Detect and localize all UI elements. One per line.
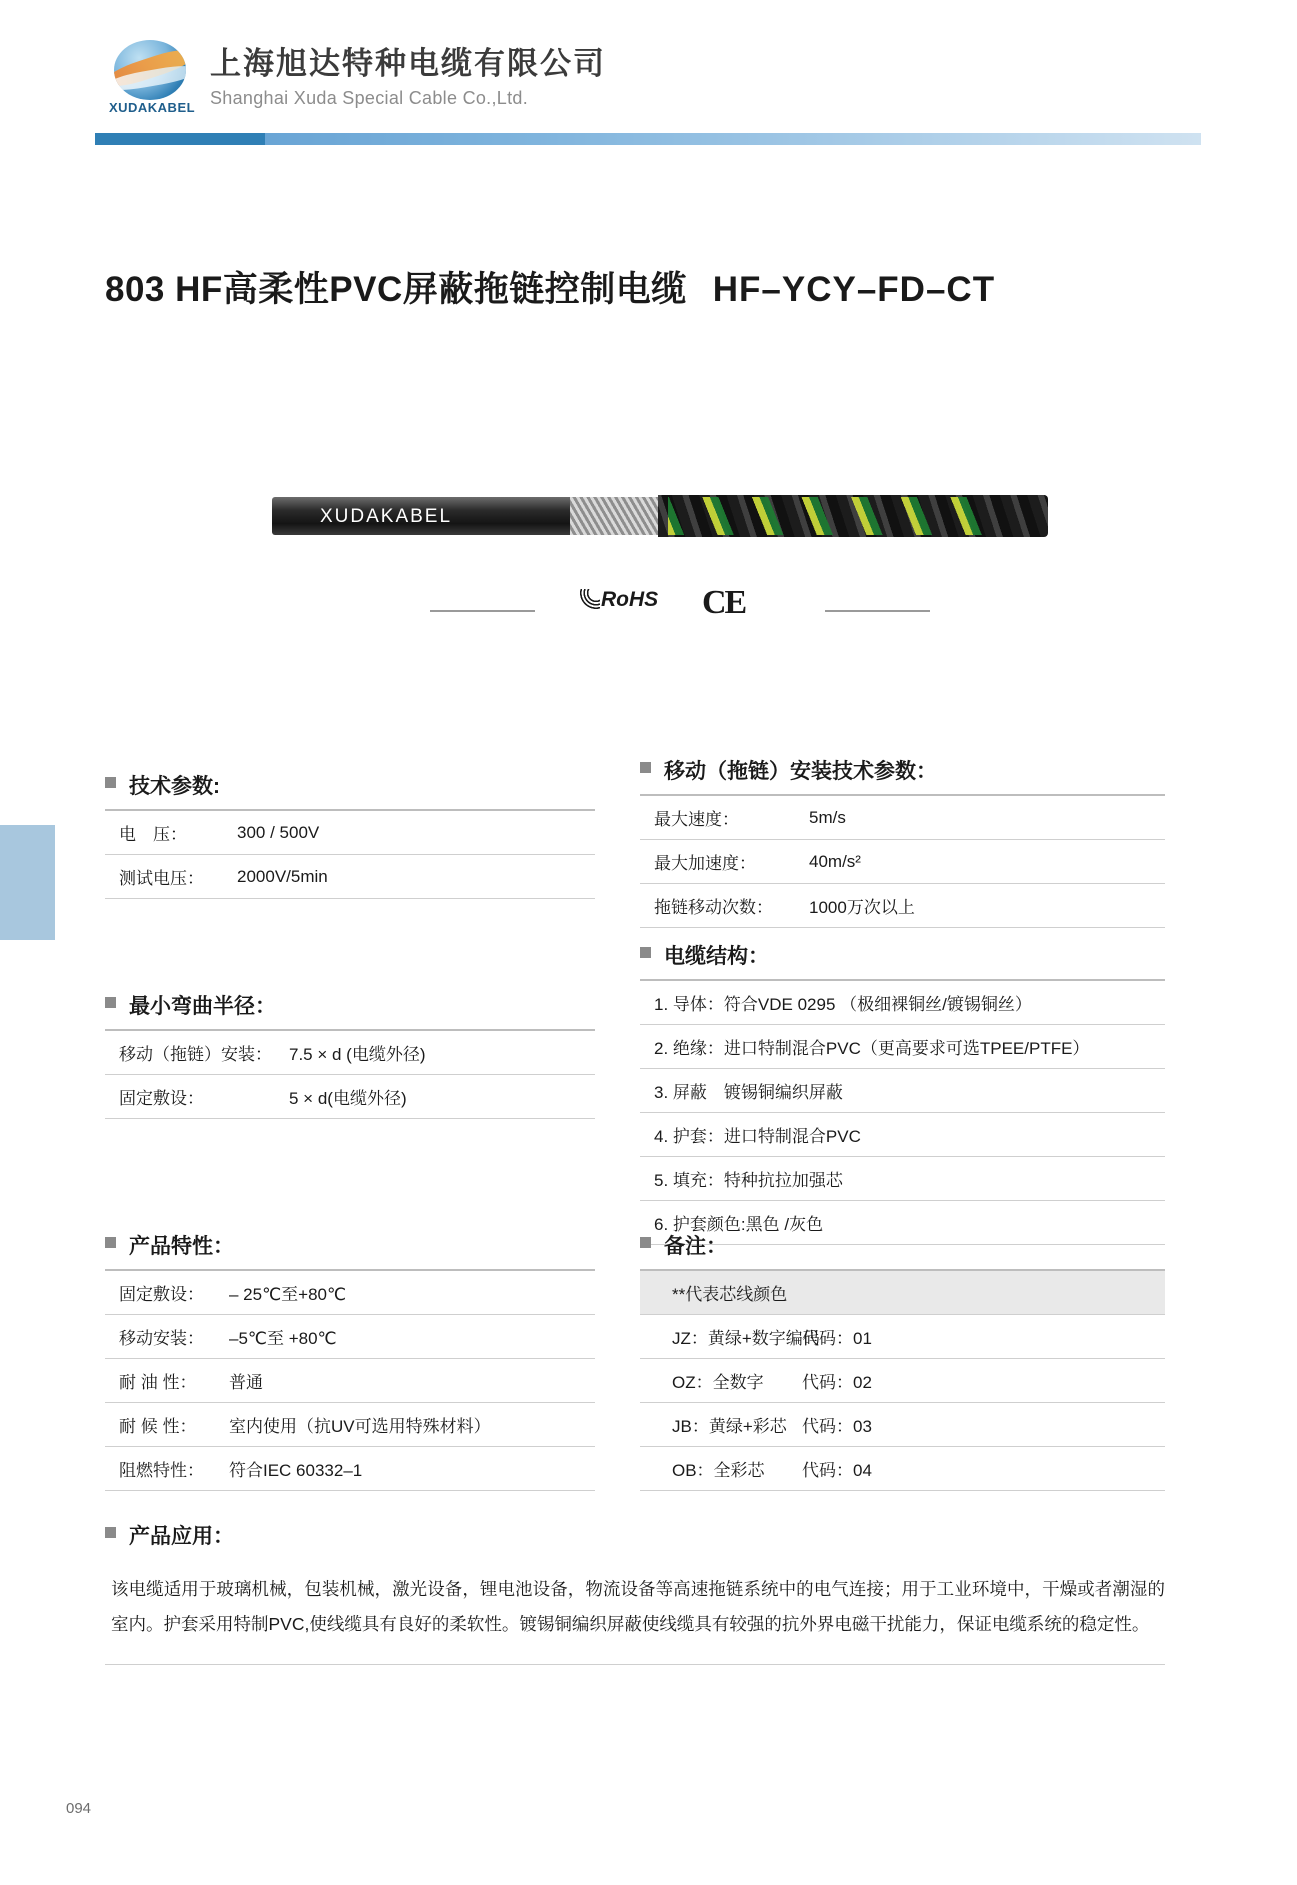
section-min-bending-radius bbox=[105, 990, 595, 1119]
row-key: OB：全彩芯 bbox=[672, 1461, 765, 1480]
section-cable-structure bbox=[640, 940, 1165, 1245]
table-row bbox=[105, 855, 595, 899]
company-name-cn: 上海旭达特种电缆有限公司 bbox=[210, 45, 606, 81]
page-header bbox=[0, 0, 1297, 175]
company-logo bbox=[108, 38, 606, 116]
rohs-label: RoHS bbox=[601, 588, 659, 611]
certification-marks bbox=[430, 586, 930, 634]
rohs-icon bbox=[580, 588, 658, 612]
table-row bbox=[640, 840, 1165, 884]
cable-core bbox=[658, 495, 1048, 537]
page-title-main: 803 HF高柔性PVC屏蔽拖链控制电缆 bbox=[105, 270, 687, 309]
table-row bbox=[105, 1271, 595, 1315]
cable-braid-shield bbox=[570, 497, 660, 535]
row-value: –5℃至 +80℃ bbox=[229, 1329, 337, 1348]
list-item: 4. 护套：进口特制混合PVC bbox=[640, 1113, 1165, 1157]
row-value: 2000V/5min bbox=[237, 866, 328, 886]
table-row bbox=[105, 1075, 595, 1119]
section-title: 移动（拖链）安装技术参数： bbox=[640, 755, 1165, 785]
section-title: 技术参数: bbox=[105, 770, 595, 800]
application-body-text: 该电缆适用于玻璃机械，包装机械，激光设备，锂电池设备，物流设备等高速拖链系统中的电气连接；用于工业环境中，干燥或者潮湿的室内。护套采用特制PVC,使线缆具有良好的柔软性。镀锡铜编织屏蔽使线缆具有较强的抗外界电磁干扰能力，保证电缆系统的稳定性。 bbox=[105, 1564, 1165, 1665]
table-row bbox=[105, 1315, 595, 1359]
page-number: 094 bbox=[66, 1800, 92, 1817]
section-title: 备注： bbox=[640, 1230, 1165, 1260]
row-key: 耐 候 性： bbox=[119, 1417, 197, 1436]
row-value: 代码：04 bbox=[802, 1461, 872, 1480]
section-title: 产品特性： bbox=[105, 1230, 595, 1260]
left-edge-accent bbox=[0, 825, 55, 940]
row-value: 300 / 500V bbox=[237, 822, 320, 842]
table-row bbox=[105, 1031, 595, 1075]
row-key: JZ：黄绿+数字编码 bbox=[672, 1329, 820, 1348]
table-row bbox=[105, 1403, 595, 1447]
row-key: **代表芯线颜色 bbox=[672, 1285, 788, 1304]
list-item: 3. 屏蔽 镀锡铜编织屏蔽 bbox=[640, 1069, 1165, 1113]
table-row bbox=[640, 884, 1165, 928]
row-value: 符合IEC 60332–1 bbox=[229, 1461, 363, 1480]
table-row bbox=[105, 811, 595, 855]
row-key: 拖链移动次数： bbox=[654, 898, 773, 917]
list-item: 1. 导体：符合VDE 0295 （极细裸铜丝/镀锡铜丝） bbox=[640, 981, 1165, 1025]
row-key: 固定敷设： bbox=[119, 1285, 204, 1304]
row-value: 1000万次以上 bbox=[809, 898, 915, 917]
table-row bbox=[105, 1447, 595, 1491]
ce-icon: CE bbox=[702, 584, 746, 621]
row-key: JB：黄绿+彩芯 bbox=[672, 1417, 787, 1436]
section-product-features bbox=[105, 1230, 595, 1491]
row-value: 7.5 × d (电缆外径) bbox=[289, 1045, 426, 1064]
section-title: 产品应用： bbox=[105, 1520, 1165, 1550]
row-key: 测试电压： bbox=[119, 869, 204, 888]
row-key: OZ：全数字 bbox=[672, 1373, 764, 1392]
remarks-header-row bbox=[640, 1271, 1165, 1315]
globe-icon bbox=[108, 38, 196, 116]
row-value: 5m/s bbox=[809, 807, 846, 827]
table-row bbox=[640, 796, 1165, 840]
divider-left bbox=[430, 610, 535, 612]
table-row bbox=[640, 1403, 1165, 1447]
row-value: 代码：01 bbox=[802, 1329, 872, 1348]
table-row bbox=[105, 1359, 595, 1403]
row-key: 耐 油 性： bbox=[119, 1373, 197, 1392]
row-key: 移动（拖链）安装： bbox=[119, 1045, 272, 1064]
logo-wordmark: XUDAKABEL bbox=[108, 100, 196, 115]
company-name-en: Shanghai Xuda Special Cable Co.,Ltd. bbox=[210, 88, 529, 109]
section-title: 最小弯曲半径： bbox=[105, 990, 595, 1020]
row-key: 电 压： bbox=[119, 825, 187, 844]
row-key: 阻燃特性： bbox=[119, 1461, 204, 1480]
row-value: 代码：03 bbox=[802, 1417, 872, 1436]
section-technical-parameters bbox=[105, 770, 595, 899]
row-key: 固定敷设： bbox=[119, 1089, 204, 1108]
table-row bbox=[640, 1359, 1165, 1403]
section-remarks bbox=[640, 1230, 1165, 1491]
page-title-code: HF–YCY–FD–CT bbox=[712, 270, 996, 309]
header-rule-accent bbox=[95, 133, 265, 145]
row-key: 最大速度： bbox=[654, 810, 739, 829]
page-title bbox=[105, 262, 995, 312]
row-key: 移动安装： bbox=[119, 1329, 204, 1348]
cable-product-image bbox=[272, 487, 1042, 543]
section-moving-installation-parameters bbox=[640, 755, 1165, 928]
row-value: 5 × d(电缆外径) bbox=[289, 1089, 407, 1108]
table-row bbox=[640, 1447, 1165, 1491]
list-item: 5. 填充：特种抗拉加强芯 bbox=[640, 1157, 1165, 1201]
row-value: 普通 bbox=[229, 1373, 263, 1392]
table-row bbox=[640, 1315, 1165, 1359]
row-value: – 25℃至+80℃ bbox=[229, 1285, 347, 1304]
section-product-application bbox=[105, 1520, 1165, 1665]
list-item: 2. 绝缘：进口特制混合PVC（更高要求可选TPEE/PTFE） bbox=[640, 1025, 1165, 1069]
list-item: 6. 护套颜色:黑色 /灰色 bbox=[640, 1201, 1165, 1245]
section-title: 电缆结构： bbox=[640, 940, 1165, 970]
cable-print-text: XUDAKABEL bbox=[320, 506, 453, 527]
row-value: 代码：02 bbox=[802, 1373, 872, 1392]
row-value: 室内使用（抗UV可选用特殊材料） bbox=[229, 1417, 491, 1436]
divider-right bbox=[825, 610, 930, 612]
row-value: 40m/s² bbox=[809, 851, 861, 871]
row-key: 最大加速度： bbox=[654, 854, 756, 873]
